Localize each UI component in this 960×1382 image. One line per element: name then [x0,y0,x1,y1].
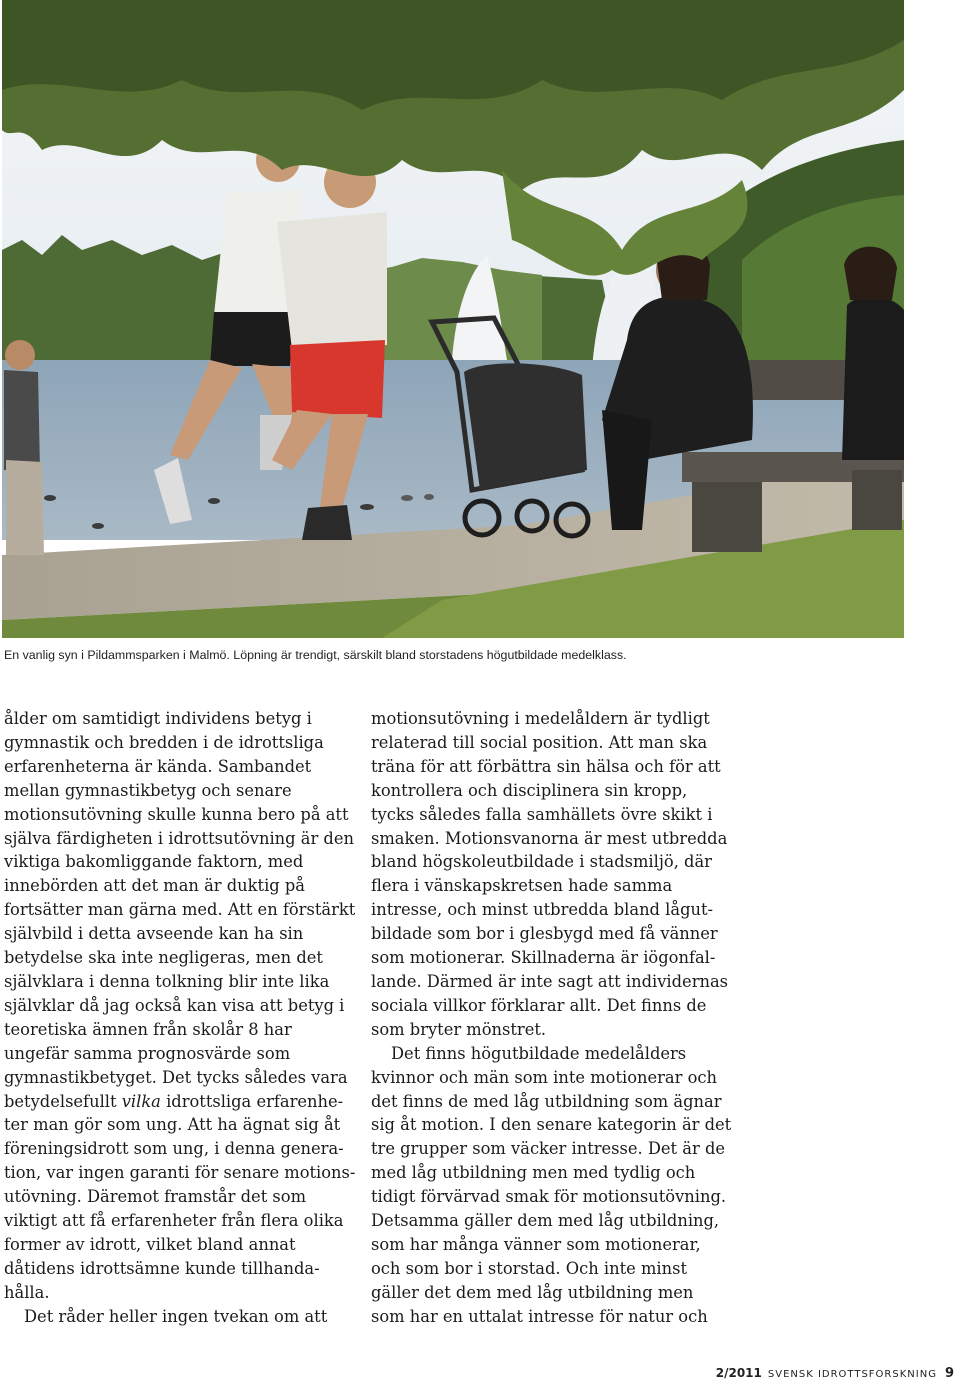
body-line: träna för att förbättra sin hälsa och för att [371,756,721,776]
body-line: bildade som bor i glesbygd med få vänner [371,924,718,944]
body-line: ter man gör som ung. Att ha ägnat sig åt [4,1115,341,1135]
body-line: med låg utbildning men med tydlig och [371,1163,696,1183]
body-line: tre grupper som väcker intresse. Det är de [371,1139,725,1159]
body-line: viktigt att få erfarenheter från flera olika [4,1211,344,1231]
paragraph-start-line: Det råder heller ingen tvekan om att [24,1306,328,1326]
paragraph-start-line: Det finns högutbildade medelålders [391,1043,687,1063]
page-number: 9 [944,1366,954,1381]
body-line-with-italic [4,1090,349,1114]
body-line: själva färdigheten i idrottsutövning är den [4,828,354,848]
body-line: som motionerar. Skillnaderna är iögonfal- [371,948,716,968]
body-line: sig åt motion. I den senare kategorin är det [371,1115,732,1135]
body-line: gäller det dem med låg utbildning men [371,1282,694,1302]
body-line: motionsutövning skulle kunna bero på att [4,804,349,824]
body-line: ungefär samma prognosvärde som [4,1043,291,1063]
body-line: betydelse ska inte negligeras, men det [4,948,323,968]
body-line: tycks således falla samhällets övre skikt i [371,804,713,824]
body-line: kvinnor och män som inte motionerar och [371,1067,717,1087]
body-line: självbild i detta avseende kan ha sin [4,924,304,944]
body-line: ålder om samtidigt individens betyg i [4,709,312,728]
text-fragment: idrottsliga erfarenhe- [160,1091,344,1111]
body-line: innebörden att det man är duktig på [4,876,306,896]
body-line: fortsätter man gärna med. Att en förstärkt [4,900,356,920]
body-line: sociala villkor förklarar allt. Det finns de [371,995,707,1015]
body-line: tidigt förvärvad smak för motionsutövning. [371,1187,727,1207]
body-line: utövning. Däremot framstår det som [4,1187,307,1207]
italic-word: vilka [121,1091,161,1111]
body-line: relaterad till social position. Att man ska [371,732,708,752]
body-line: det finns de med låg utbildning som ägnar [371,1091,722,1111]
body-line: självklara i denna tolkning blir inte lika [4,971,330,991]
body-line: föreningsidrott som ung, i denna genera- [4,1139,344,1159]
body-line: kontrollera och disciplinera sin kropp, [371,780,688,800]
body-line: som bryter mönstret. [371,1019,547,1039]
park-photo-illustration [2,0,904,638]
body-line: gymnastik och bredden i de idrottsliga [4,732,324,752]
body-line: former av idrott, vilket bland annat [4,1234,296,1254]
body-line: teoretiska ämnen från skolår 8 har [4,1019,292,1039]
body-line: som har en uttalat intresse för natur och [371,1306,708,1326]
text-fragment: betydelsefullt [4,1091,122,1111]
right-column [371,707,731,1329]
photo-caption: En vanlig syn i Pildammsparken i Malmö. Löpning är trendigt, särskilt bland storstadens högutbildade medelklass. [4,648,627,662]
body-line: gymnastikbetyget. Det tycks således vara [4,1067,348,1087]
body-line: intresse, och minst utbredda bland lågut- [371,900,714,920]
issue-number: 2/2011 [715,1366,762,1380]
park-photo [2,0,904,638]
body-line: och som bor i storstad. Och inte minst [371,1258,687,1278]
page-footer [716,1366,954,1381]
body-line: tion, var ingen garanti för senare motions- [4,1163,356,1183]
body-line: motionsutövning i medelåldern är tydligt [371,709,710,728]
body-line: erfarenheterna är kända. Sambandet [4,756,312,776]
body-line: viktiga bakomliggande faktorn, med [4,852,304,872]
body-line: Detsamma gäller dem med låg utbildning, [371,1211,720,1231]
body-line: hålla. [4,1282,50,1302]
body-line: bland högskoleutbildade i stadsmiljö, där [371,852,712,872]
body-line: som har många vänner som motionerar, [371,1234,701,1254]
magazine-name: SVENSK IDROTTSFORSKNING [767,1369,937,1380]
left-column [4,707,356,1329]
body-line: mellan gymnastikbetyg och senare [4,780,292,800]
body-line: lande. Därmed är inte sagt att individernas [371,971,729,991]
body-line: flera i vänskapskretsen hade samma [371,876,673,896]
body-line: dåtidens idrottsämne kunde tillhanda- [4,1258,320,1278]
body-line: smaken. Motionsvanorna är mest utbredda [371,828,728,848]
body-line: självklar då jag också kan visa att betyg i [4,995,345,1015]
